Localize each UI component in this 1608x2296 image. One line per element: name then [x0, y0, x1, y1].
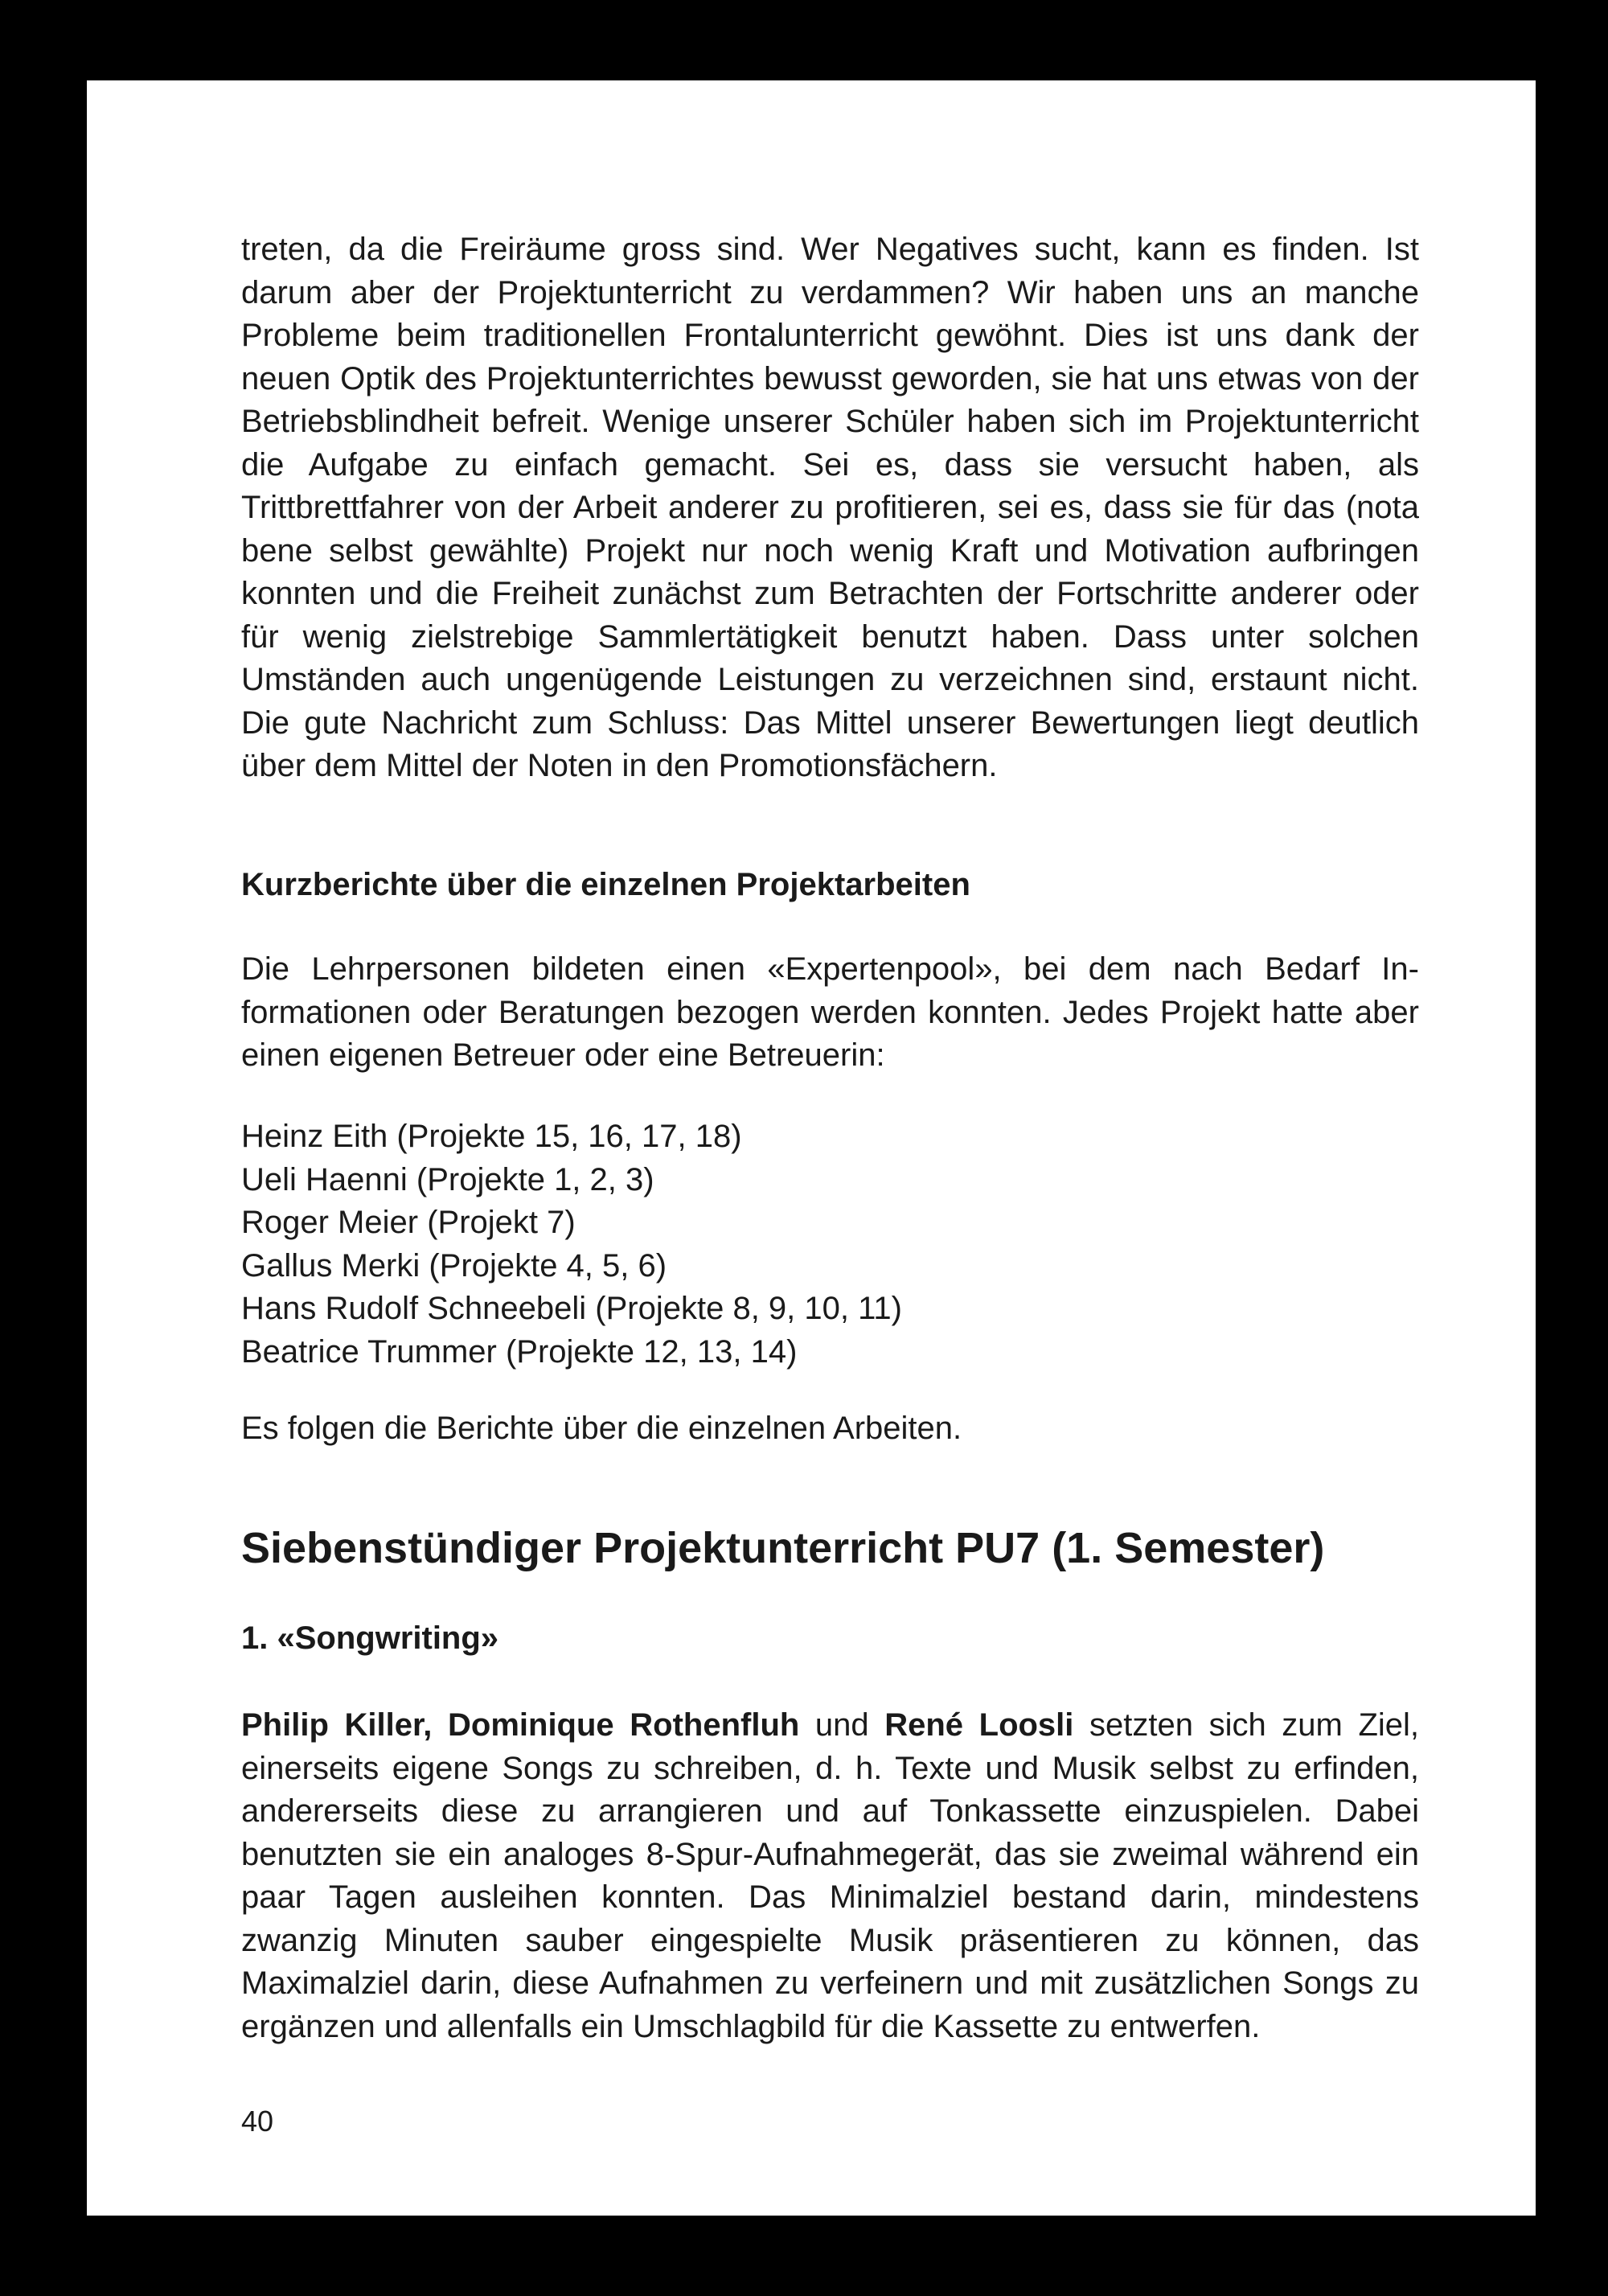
project-members: Philip Killer, Dominique Rothenfluh	[241, 1707, 800, 1743]
kurzberichte-heading: Kurzberichte über die einzelnen Projektarbeiten	[241, 867, 970, 902]
project-title: 1. «Songwriting»	[241, 1620, 499, 1656]
supervisor-item: Gallus Merki (Projekte 4, 5, 6)	[241, 1247, 667, 1284]
pu7-heading: Siebenstündiger Projektunterricht PU7 (1. Semester)	[241, 1524, 1325, 1572]
connector-text: und	[799, 1707, 885, 1743]
supervisor-item: Roger Meier (Projekt 7)	[241, 1205, 576, 1240]
project-member: René Loosli	[884, 1707, 1074, 1743]
songwriting-paragraph	[241, 1704, 1419, 2048]
supervisor-item: Heinz Eith (Projekte 15, 16, 17, 18)	[241, 1119, 742, 1154]
paragraph-body: setzten sich zum Ziel, einerseits eigene Songs zu schreiben, d. h. Texte und Musik selbst zu erfinden, andererseits diese zu arrangieren und auf Tonkassette einzuspielen. Dabei benutzten sie ein analoges 8-Spur-Aufnahmegerät, das sie zweimal während ein paar Tagen ausleihen konnten. Das Minimalziel bestand darin, mindestens zwanzig Minuten sauber eingespielte Musik präsentieren zu können, das Maximalziel darin, diese Aufnahmen zu verfeinern und mit zusätzlichen Songs zu ergänzen und allenfalls ein Umschlagbild für die Kassette zu entwerfen.	[241, 1707, 1420, 2044]
supervisor-item: Beatrice Trummer (Projekte 12, 13, 14)	[241, 1333, 798, 1370]
page-number: 40	[241, 2105, 274, 2138]
intro-paragraph: treten, da die Freiräume gross sind. Wer Negatives sucht, kann es finden. Ist darum aber der Projektunterricht zu verdammen? Wir haben uns an manche Probleme beim traditionellen Frontalunterricht gewöhnt. Dies ist uns dank der neuen Optik des Projektunterrichtes bewusst geworden, sie hat uns etwas von der Betriebsblindheit befreit. Wenige unserer Schüler haben sich im Projektunterricht die Aufgabe zu einfach gemacht. Sei es, dass sie versucht haben, als Trittbrettfahrer von der Arbeit anderer zu profitieren, sei es, dass sie für das (nota bene selbst gewählte) Projekt nur noch wenig Kraft und Motivation aufbringen konnten und die Freiheit zunächst zum Betrachten der Fortschritte anderer oder für wenig zielstrebige Sammlertätigkeit benutzt haben. Dass unter solchen Umständen auch ungenügende Leistungen zu verzeichnen sind, erstaunt nicht. Die gute Nachricht zum Schluss: Das Mittel unserer Bewertungen liegt deutlich über dem Mittel der Noten in den Promotionsfächern.	[241, 232, 1419, 783]
supervisor-item: Hans Rudolf Schneebeli (Projekte 8, 9, 10, 11)	[241, 1291, 902, 1326]
supervisor-item: Ueli Haenni (Projekte 1, 2, 3)	[241, 1161, 654, 1197]
kurzberichte-paragraph: Die Lehrpersonen bildeten einen «Expertenpool», bei dem nach Bedarf Informationen oder Beratungen bezogen werden konnten. Jedes Projekt hatte aber einen eigenen Betreuer oder eine Betreuerin:	[241, 951, 1419, 1073]
closing-sentence: Es folgen die Berichte über die einzelnen Arbeiten.	[241, 1411, 962, 1446]
supervisor-list	[241, 1115, 1419, 1374]
